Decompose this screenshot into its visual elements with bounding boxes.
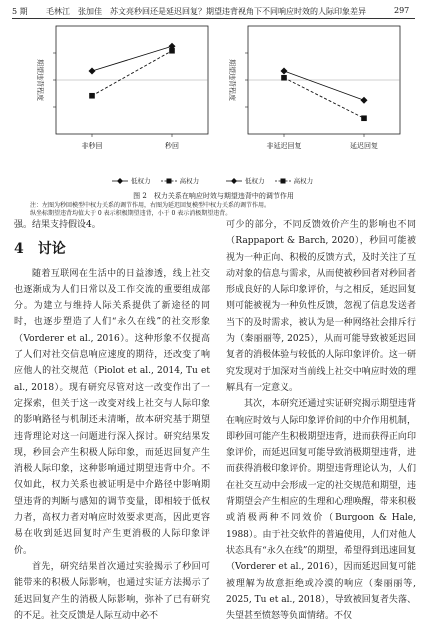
legend-item-high xyxy=(161,176,200,185)
x-tick-label: 秒回 xyxy=(165,142,179,150)
paragraph: 可少的部分，不同反馈效价产生的影响也不同（Rappaport & Barch, 2020），秒回可能被视为一种正向、积极的反馈方式，及时关注了互动对象的信息与需求，从而使被秒回者对秒回者形成良好的人际印象评价，与之相反，延迟回复则可能被视为一种负性反馈，忽视了信息发送者当下的及时需求，被认为是一种网络社会排斥行为（秦丽丽等, 2025），从而可能导致被延迟回复者的消极体验与较低的人际印象评价。这一研究发现对于加深对当前线上社交中响应时效的理解具有一定意义。 xyxy=(226,220,416,393)
paragraph-continuation: 强。结果支持假设4。 xyxy=(14,220,101,230)
square-marker-icon xyxy=(275,178,291,184)
running-header xyxy=(12,4,415,18)
data-point-diamond xyxy=(89,68,96,75)
y-axis-label: 期望违背程度 xyxy=(228,59,236,101)
header-rule xyxy=(12,18,415,19)
legend-label-high: 高权力 xyxy=(179,177,200,185)
square-marker-icon xyxy=(161,178,177,184)
legend-label-high: 高权力 xyxy=(293,177,314,185)
header-title: 秒回还是延迟回复？期望违背视角下不同响应时效的人际印象差异 xyxy=(134,7,366,16)
chart-right xyxy=(214,22,410,172)
figure-caption: 图 2 权力关系在响应时效与期望违背中的调节作用 xyxy=(133,192,294,200)
data-point-diamond xyxy=(281,68,288,75)
right-column xyxy=(226,217,416,624)
section-heading: 4 讨论 xyxy=(14,241,66,258)
issue-number: 5 期 xyxy=(12,7,28,16)
series-line-high-power xyxy=(284,78,364,119)
legend-item-high xyxy=(275,176,314,185)
legend-left xyxy=(112,176,207,186)
paragraph: 随着互联网在生活中的日益渗透，线上社交也逐渐成为人们日常以及工作交流的重要组成部分。为建立与维持人际关系提供了新途径的同时，也逐步塑造了人们“永久在线”的社交形象（Vorderer et al., 2016）。这种形象不仅提高了人们对社交信息响应速度的期待，还改变了响应他人的社交规范（Piolot et al., 2014, Tu et al., 2018）。现有研究尽管对这一改变作出了一定探索，但关于这一改变对线上社交与人际印象的影响路径与机制还未清晰，故本研究基于期望违背理论对这一问题进行深入探讨。研究结果发现，秒回会产生积极人际印象，而延迟回复产生消极人际印象，这种影响通过期望违背中介。不仅如此，权力关系也被证明是中介路径中影响期望违背的判断与感知的调节变量，即相较于低权力者，高权力者对响应时效要求更高，因此更容易在收到延迟回复时产生更消极的人际印象评价。 xyxy=(14,268,210,556)
x-tick-label: 非延迟回复 xyxy=(266,142,302,150)
legend-right xyxy=(226,176,321,186)
diamond-marker-icon xyxy=(226,178,242,184)
data-point-square xyxy=(89,93,95,99)
series-line-low-power xyxy=(284,71,364,100)
data-point-square xyxy=(281,75,287,81)
series-line-low-power xyxy=(92,46,172,71)
paragraph: 其次，本研究还通过实证研究揭示期望违背在响应时效与人际印象评价间的中介作用机制，即秒回可能产生积极期望违背，进而获得正向印象评价，而延迟回复可能导致消极期望违背，进而获得消极印象评价。期望违背理论认为，人们在社交互动中会形成一定的社交规范和期望，违背期望会产生相应的生理和心理唤醒，带来积极或消极两种不同效价（Burgoon & Hale, 1988）。由于社交软件的普遍使用，人们对他人状态具有“永久在线”的期望，希望得到迅速回复（Vorderer et al., 2016），因而延迟回复可能被理解为故意拒绝或冷漠的响应（秦丽丽等, 2025, Tu et al., 2018），导致被回复者失落、失望甚至愤怒等负面情绪。不仅 xyxy=(226,399,416,622)
data-point-diamond xyxy=(361,97,368,104)
paragraph: 首先，研究结果首次通过实验揭示了秒回可能带来的积极人际影响，也通过实证方法揭示了延迟回复产生的消极人际影响，弥补了已有研究的不足。社交反馈是人际互动中必不 xyxy=(14,561,210,621)
chart-right-svg xyxy=(214,22,410,172)
legend-label-low: 低权力 xyxy=(131,177,151,185)
header-authors: 毛林江 张加佳 苏文亮 xyxy=(46,7,134,16)
chart-left xyxy=(22,22,218,172)
data-point-square xyxy=(361,115,367,121)
series-line-high-power xyxy=(92,51,172,96)
chart-left-svg xyxy=(22,22,218,172)
left-column xyxy=(14,217,210,624)
page-number: 297 xyxy=(394,6,410,15)
data-point-square xyxy=(169,48,175,54)
x-tick-label: 延迟回复 xyxy=(350,142,378,150)
x-tick-label: 非秒回 xyxy=(81,142,103,150)
legend-label-low: 低权力 xyxy=(245,177,265,185)
legend-item-low xyxy=(112,176,151,185)
y-axis-label: 期望违背程度 xyxy=(36,59,44,101)
figure-note-1: 注：左图为秒回模型中权力关系的调节作用，右图为延迟回复模型中权力关系的调节作用。 xyxy=(30,202,271,209)
diamond-marker-icon xyxy=(112,178,128,184)
legend-item-low xyxy=(226,176,265,185)
figure-note-2: 纵坐标期望违背均值大于 0 表示积极期望违背，小于 0 表示消极期望违背。 xyxy=(30,210,232,217)
